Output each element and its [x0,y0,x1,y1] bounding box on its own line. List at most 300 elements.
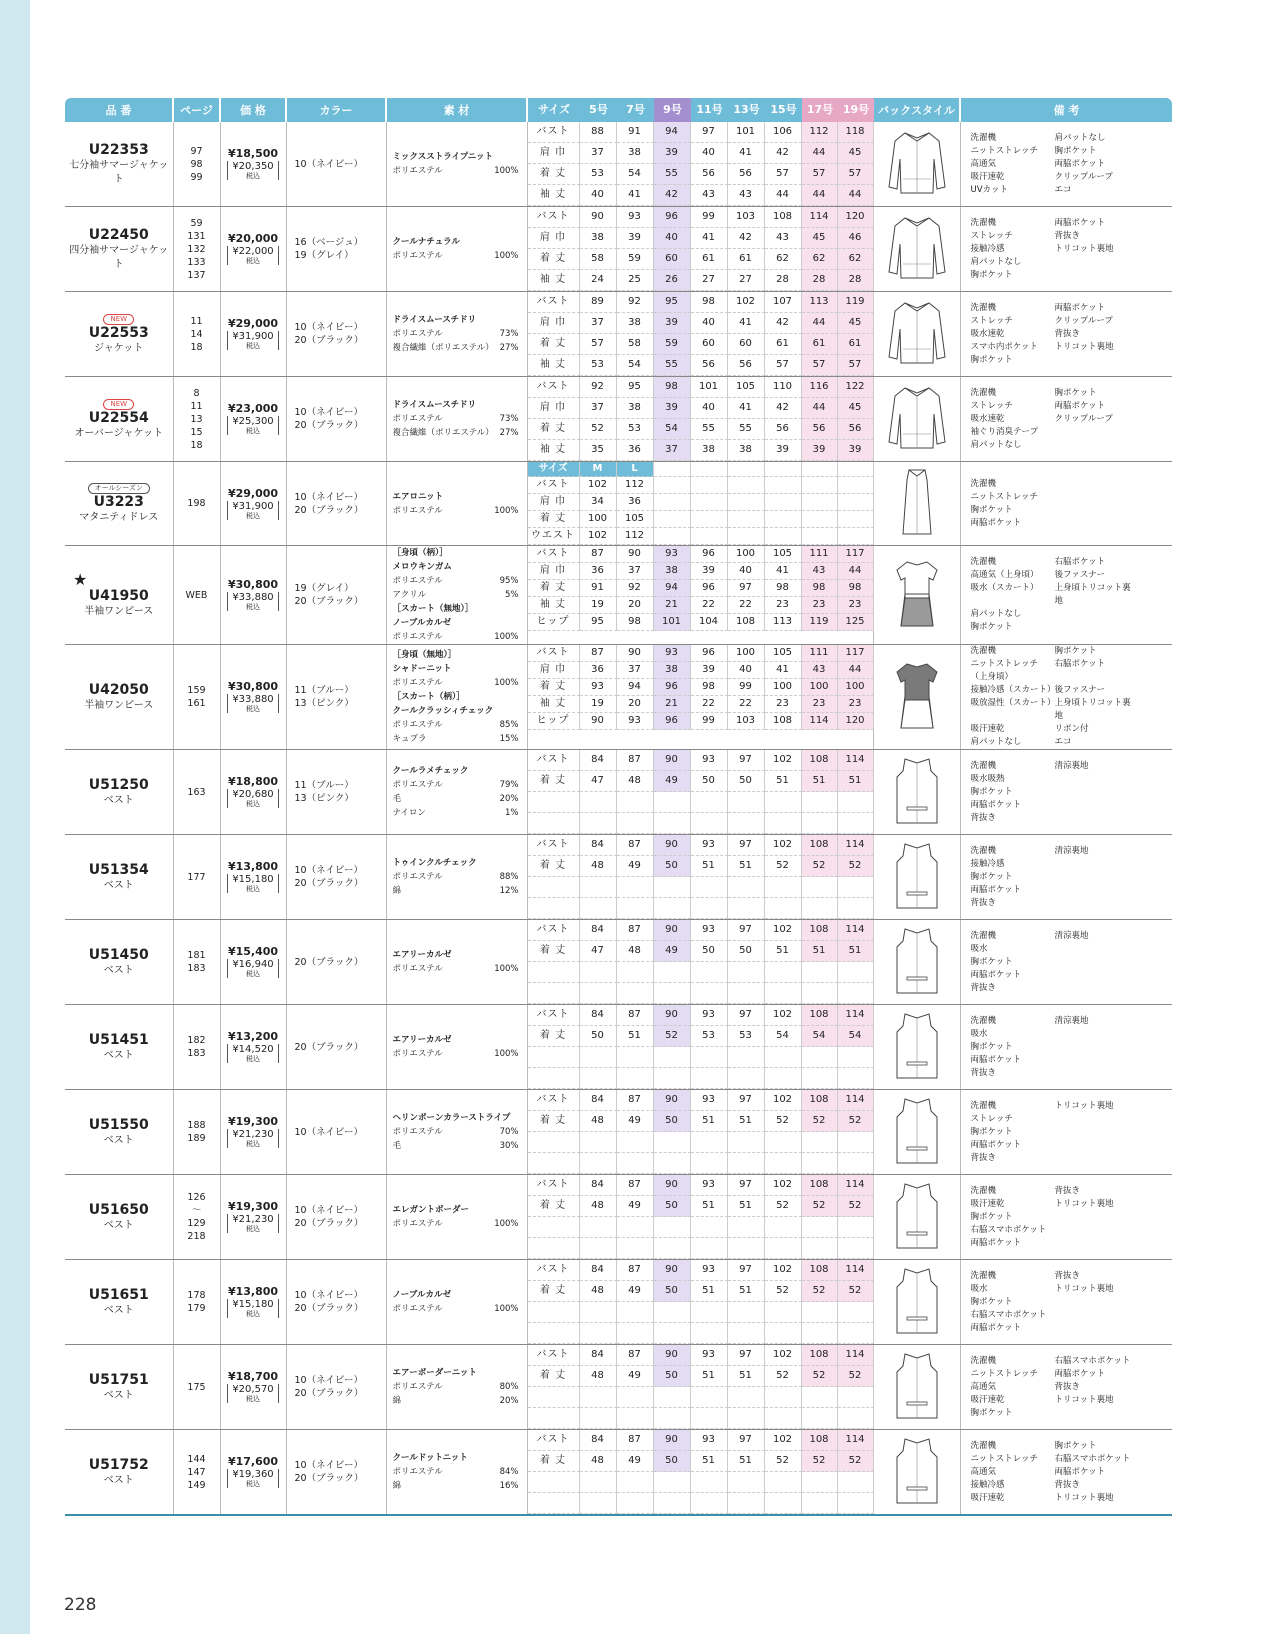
note-item: 右脇スマホポケット [970,1309,1047,1320]
back-style-cell [873,1345,960,1430]
note-item: ストレッチ [970,1113,1013,1124]
page-ref: 14 [190,328,203,340]
note-item: 高通気 [970,1381,997,1392]
price-tax-wrap [221,501,286,521]
empty-size-cell [580,1047,617,1068]
size-value: 58 [617,334,654,355]
size-value: 52 [765,1366,802,1387]
empty-size-cell [617,1472,654,1493]
material-percent: 12% [499,886,519,896]
back-style-illustration [874,1350,960,1425]
product-name: 半袖ワンピース [84,605,154,617]
size-value: 21 [654,597,691,614]
empty-size-cell [528,1238,580,1259]
page-ref: 18 [190,439,203,451]
notes-cell [960,122,1172,207]
note-item: 背抜き [970,1152,997,1163]
page-ref: 177 [187,871,206,883]
empty-size-cell [528,962,580,983]
size-value: 105 [728,377,765,398]
empty-size-cell [802,983,838,1004]
size-value: 97 [728,580,765,597]
note-item [1055,858,1139,871]
left-margin-bar [0,0,30,1634]
size-value: 102 [765,1175,802,1196]
note-item: 胸ポケット [1054,646,1097,656]
size-value: 108 [802,1430,838,1451]
size-value: 90 [654,920,691,941]
note-item [1055,256,1139,269]
price: ¥30,800 [227,578,279,591]
notes-cell [960,750,1172,835]
size-value: 51 [617,1026,654,1047]
size-value: 41 [728,143,765,164]
size-value: 113 [802,292,838,313]
back-style-illustration [874,384,960,455]
size-value: 52 [765,1111,802,1132]
empty-size-cell [802,477,838,494]
note-item: 両脇ポケット [1054,158,1106,169]
material-name: クールラメチェック [392,766,469,776]
product-code-cell [65,1345,173,1430]
empty-size-cell [765,1068,802,1089]
size-cell [527,835,873,920]
material-line [393,792,519,806]
size-value: 93 [654,645,691,662]
size-value: 87 [617,750,654,771]
price-tax-wrap [221,959,286,979]
size-label: バスト [528,750,580,771]
note-item [1055,608,1139,621]
empty-size-cell [728,813,765,834]
size-grid [528,207,873,291]
size-value: 105 [765,645,802,662]
page-ref: 181 [187,950,206,961]
empty-size-cell [617,1238,654,1259]
note-item: クリップループ [1054,315,1113,326]
material-name: ポリエステル [392,1219,443,1229]
note-item: 吸放湿性（スカート） [970,698,1056,708]
page-ref: 175 [187,1381,206,1393]
size-value: 55 [728,419,765,440]
product-code: U22450 [88,226,149,243]
notes-grid [971,845,1173,910]
empty-size-cell [838,1408,874,1429]
size-value: 105 [765,546,802,563]
note-item [1055,1224,1139,1237]
size-value: 93 [691,920,728,941]
color-option: 19（グレイ） [294,583,354,594]
note-item [1055,491,1139,504]
material-cell [386,1175,527,1260]
price: ¥13,800 [227,1285,279,1298]
product-row [65,1260,1172,1345]
back-style-illustration [874,1435,960,1510]
empty-size-cell [838,983,874,1004]
note-item: 胸ポケット [970,871,1013,882]
empty-size-cell [617,1493,654,1514]
size-value: 108 [802,1345,838,1366]
empty-size-cell [654,1387,691,1408]
back-style-illustration [874,1010,960,1085]
empty-size-cell [838,1047,874,1068]
empty-size-cell [617,1323,654,1344]
size-label: 着 丈 [528,941,580,962]
product-row [65,292,1172,377]
size-cell [527,1345,873,1430]
page-ref: 188 [187,1120,206,1131]
empty-size-cell [691,1217,728,1238]
note-item: ストレッチ [970,230,1013,241]
header-size-13: 13号 [733,103,760,116]
empty-size-cell [528,1153,580,1174]
material-line [393,806,519,820]
size-value: 114 [838,1175,874,1196]
page-ref: 198 [187,498,206,509]
note-item [1055,969,1139,982]
note-item: 背抜き [1054,1270,1081,1281]
empty-size-cell [838,477,874,494]
size-value: 19 [580,696,617,713]
material-name: 複合繊維（ポリエステル） [392,343,494,353]
material-percent: 70% [499,1127,519,1137]
note-item [1055,1152,1139,1165]
price-tax: ¥16,940 [232,959,274,970]
color-option: 10（ネイビー） [294,1460,364,1471]
size-value: 92 [617,580,654,597]
size-value: 53 [691,1026,728,1047]
material-name: ［身頃（柄）］ [392,548,448,558]
size-value: 56 [691,355,728,376]
material-name: ポリエステル [392,1304,443,1314]
color-option: 10（ネイビー） [294,1205,364,1216]
size-value: 100 [838,679,874,696]
back-style-illustration [874,558,960,633]
size-value: 93 [691,750,728,771]
empty-size-cell [838,1387,874,1408]
size-value: 44 [802,185,838,206]
price-tax-wrap [221,1384,286,1404]
empty-size-cell [580,1387,617,1408]
empty-size-cell [802,813,838,834]
size-value: 55 [654,355,691,376]
material-name: アクリル [392,590,427,600]
note-item [1055,1237,1139,1250]
size-cell [527,292,873,377]
note-item [1055,1211,1139,1224]
size-value: 28 [765,270,802,291]
empty-size-cell [617,1302,654,1323]
size-label: バスト [528,1260,580,1281]
color-option: 10（ネイビー） [294,1126,364,1138]
size-value: 90 [580,207,617,228]
material-line [393,1380,519,1394]
material-line [393,1479,519,1493]
empty-size-cell [691,462,728,477]
notes-cell [960,920,1172,1005]
product-code: U22554 [88,409,149,426]
size-value: 88 [580,122,617,143]
size-grid [528,1345,873,1429]
page-ref-cell [173,292,220,377]
size-value: 36 [617,440,654,461]
note-item [1055,1309,1139,1322]
price-cell [220,1090,286,1175]
product-code-cell [65,292,173,377]
product-name: ベスト [103,1474,134,1486]
material-line [393,602,519,616]
material-line [393,630,519,644]
size-value: 40 [654,228,691,249]
size-value: 50 [728,771,765,792]
material-percent: 100% [494,166,519,176]
size-value: 55 [654,164,691,185]
size-value: 90 [654,1430,691,1451]
page-ref: 18 [190,341,203,353]
size-value: 37 [580,143,617,164]
size-value: 98 [617,614,654,631]
price: ¥29,000 [227,317,279,330]
size-label: バスト [528,1175,580,1196]
size-value: 87 [617,1260,654,1281]
color-cell [286,750,386,835]
size-value: 90 [617,645,654,662]
size-value: 100 [728,546,765,563]
size-label: 着 丈 [528,1111,580,1132]
note-item [1055,439,1139,452]
product-code-cell [65,377,173,462]
size-value: 111 [802,546,838,563]
note-item: 洗濯機 [970,760,997,771]
page-ref: 182 [187,1035,206,1046]
size-value: 57 [802,355,838,376]
note-item [1055,1028,1139,1041]
note-item: トリコット裏地 [1054,1394,1114,1405]
price-cell [220,462,286,546]
size-value: 84 [580,920,617,941]
empty-size-cell [802,1217,838,1238]
size-value: 23 [802,597,838,614]
price: ¥13,800 [227,860,279,873]
note-item: 両脇ポケット [970,884,1022,895]
size-value: 57 [765,355,802,376]
material-percent: 27% [499,343,519,353]
back-style-cell [873,207,960,292]
empty-size-cell [691,813,728,834]
size-grid [528,1090,873,1174]
material-name: ポリエステル [392,872,443,882]
empty-size-cell [728,1047,765,1068]
size-value: 37 [654,440,691,461]
size-value: 54 [765,1026,802,1047]
material-percent: 30% [499,1141,519,1151]
material-percent: 100% [494,1049,519,1059]
size-value: 62 [838,249,874,270]
back-style-illustration [874,299,960,370]
size-value: 23 [838,696,874,713]
product-code-cell [65,122,173,207]
notes-cell [960,835,1172,920]
notes-grid [971,760,1173,825]
size-value: 57 [838,355,874,376]
size-value: 100 [765,679,802,696]
size-value: 52 [765,1281,802,1302]
notes-grid [971,1270,1173,1335]
note-item: 胸ポケット [1054,145,1097,156]
empty-size-cell [765,813,802,834]
color-option: 20（ブラック） [294,420,364,431]
note-item: トリコット裏地 [1054,341,1114,352]
material-percent: 95% [499,576,519,586]
size-value: 22 [691,696,728,713]
empty-size-cell [802,877,838,898]
empty-size-cell [617,1153,654,1174]
color-cell [286,377,386,462]
empty-size-cell [802,1132,838,1153]
material-name: 複合繊維（ポリエステル） [392,428,494,438]
empty-size-cell [617,813,654,834]
header-size-7: 7号 [626,103,645,116]
size-value: 52 [580,419,617,440]
tax-label: 税込 [245,1225,260,1233]
material-name: クールナチュラル [392,237,460,247]
color-cell [286,462,386,546]
product-code-cell [65,750,173,835]
note-item: 肩パットなし [1054,132,1106,143]
price-tax-wrap [221,1469,286,1489]
size-value: 84 [580,1430,617,1451]
size-value: 93 [691,1430,728,1451]
price-tax-box [227,161,278,180]
size-value: 38 [728,440,765,461]
empty-size-cell [838,1153,874,1174]
size-label: 袖 丈 [528,185,580,206]
note-item: 両脇ポケット [970,1322,1022,1333]
size-value: 51 [691,1451,728,1472]
material-cell [386,1090,527,1175]
page-ref: 132 [187,243,206,255]
size-label: バスト [528,920,580,941]
note-item: ニットストレッチ（上身頃） [970,659,1038,682]
material-name: ナイロン [392,808,426,818]
material-line [393,1033,519,1047]
price-tax: ¥20,570 [232,1384,274,1395]
empty-size-cell [765,1153,802,1174]
size-value: 50 [580,1026,617,1047]
price-tax-box [227,501,278,520]
note-item: 肩パットなし [970,609,1022,619]
price-tax-box [227,1129,278,1148]
material-cell [386,377,527,462]
page-ref: 133 [187,256,206,268]
size-value: 108 [802,750,838,771]
size-value: 96 [691,546,728,563]
empty-size-cell [838,511,874,528]
size-value: 50 [654,1366,691,1387]
color-option: 10（ネイビー） [294,158,364,170]
size-value: 27 [728,270,765,291]
size-value: 97 [728,1090,765,1111]
price-cell [220,835,286,920]
size-value: 40 [728,563,765,580]
page-ref-cell [173,1430,220,1516]
product-row [65,207,1172,292]
note-item [1055,773,1139,786]
page-ref: 98 [190,158,203,170]
size-value: 43 [802,662,838,679]
page-ref: 13 [190,413,203,425]
material-percent: 1% [505,808,519,818]
size-value: 114 [838,920,874,941]
header-back-style: バックスタイル [873,98,960,122]
size-value: 108 [802,835,838,856]
material-name: ポリエステル [392,720,443,730]
size-label: バスト [528,292,580,313]
note-item: 両脇ポケット [970,517,1022,528]
size-label: 着 丈 [528,419,580,440]
material-percent: 85% [499,720,519,730]
size-value: 19 [580,597,617,614]
note-item: 上身頃トリコット裏地 [1054,583,1131,606]
size-value: 61 [838,334,874,355]
page-ref-cell [173,1345,220,1430]
size-label: 肩 巾 [528,398,580,419]
empty-size-cell [617,1408,654,1429]
maternity-size-header: サイズ [528,462,580,477]
size-value: 93 [617,713,654,730]
size-value: 23 [765,696,802,713]
size-value: 21 [654,696,691,713]
size-value: 51 [728,1451,765,1472]
size-value: 98 [691,292,728,313]
size-label: バスト [528,207,580,228]
empty-size-cell [728,477,765,494]
product-row [65,1430,1172,1516]
empty-size-cell [654,1472,691,1493]
material-line [393,1047,519,1061]
size-value: 51 [728,1281,765,1302]
size-value: 94 [654,122,691,143]
size-value: 98 [691,679,728,696]
size-value: 50 [654,1281,691,1302]
product-name: ジャケット [94,342,144,354]
size-value: 54 [654,419,691,440]
size-value: 108 [802,1090,838,1111]
note-item: 胸ポケット [970,504,1013,515]
page-ref: 131 [187,230,206,242]
product-code-cell [65,1090,173,1175]
size-value: 87 [580,645,617,662]
page-ref-cell [173,207,220,292]
size-value: 41 [765,563,802,580]
note-item: 洗濯機 [970,557,997,567]
note-item [1055,1139,1139,1152]
note-item: 後ファスナー [1054,685,1106,695]
size-value: 93 [617,207,654,228]
material-name: ポリエステル [392,1049,443,1059]
size-value: 93 [691,1345,728,1366]
note-item [1055,799,1139,812]
size-label: 袖 丈 [528,355,580,376]
note-item: 後ファスナー [1054,570,1106,580]
size-value: 102 [765,1005,802,1026]
notes-grid [971,1355,1173,1420]
empty-size-cell [838,898,874,919]
color-option: 20（ブラック） [294,504,364,516]
back-style-cell [873,122,960,207]
size-cell [527,1260,873,1345]
empty-size-cell [802,1302,838,1323]
